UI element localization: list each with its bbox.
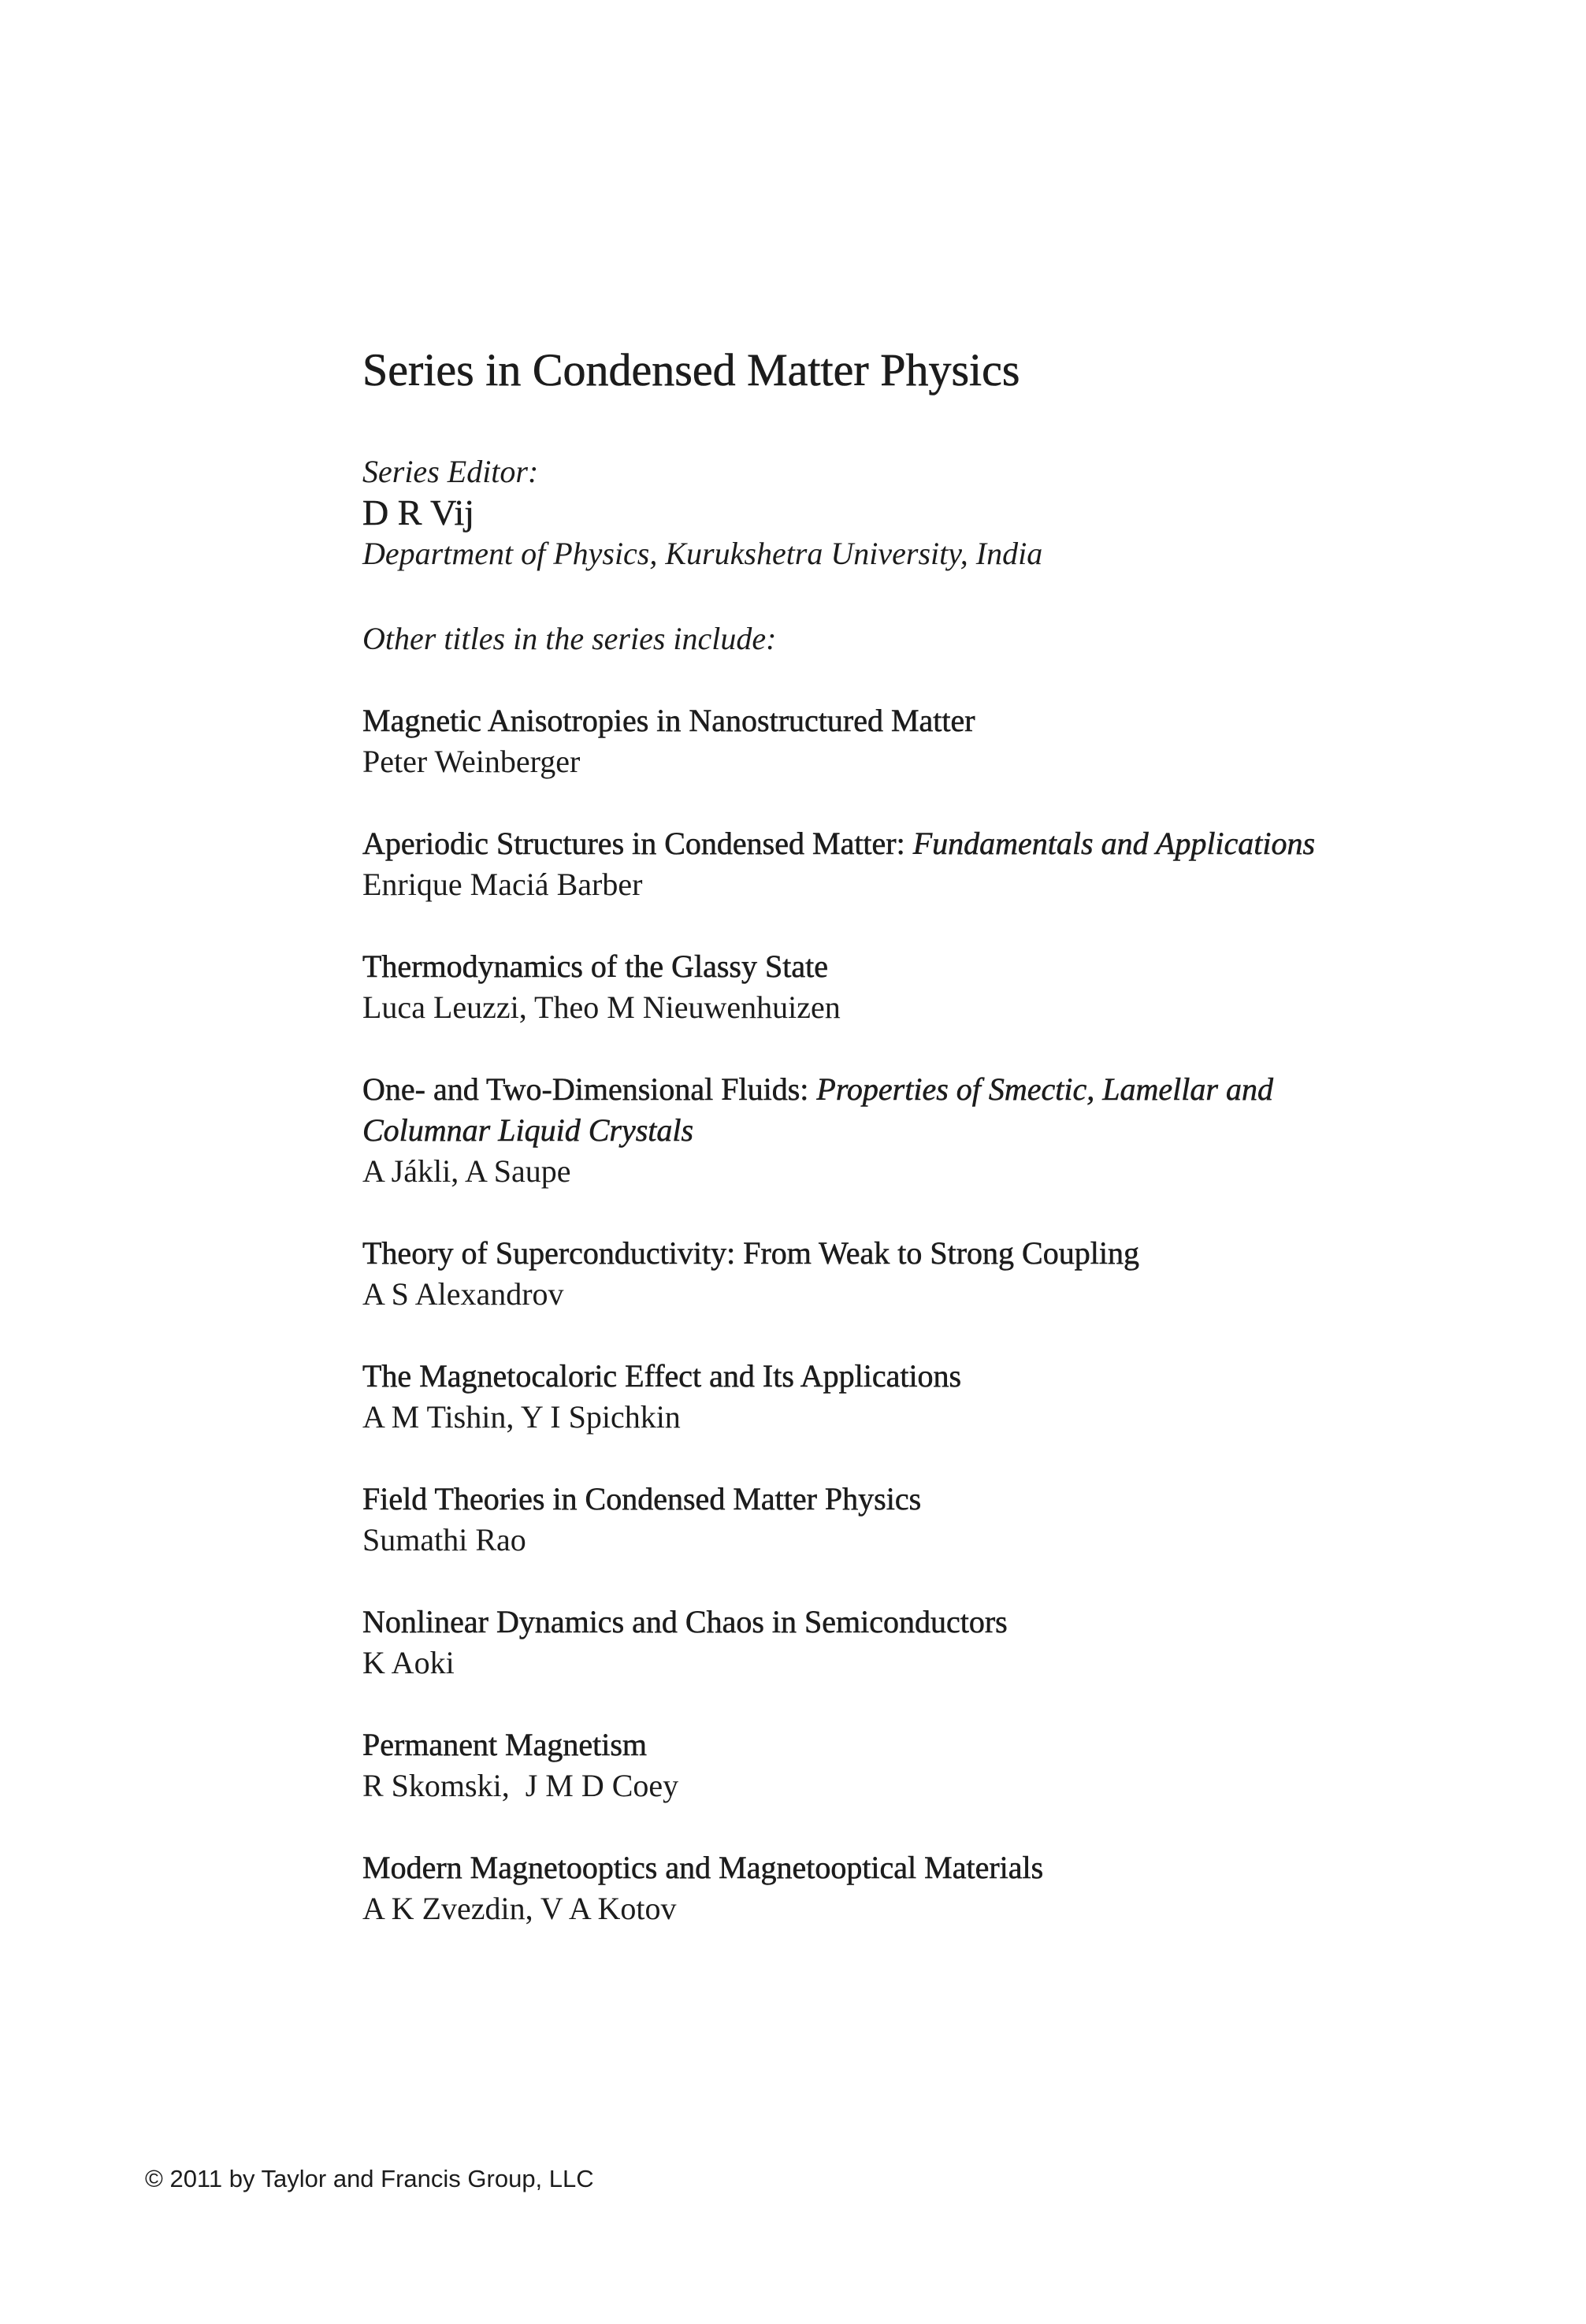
book-entry <box>362 1724 1465 1806</box>
book-subtitle: Properties of Smectic, Lamellar and Columnar Liquid Crystals <box>362 1071 1273 1148</box>
book-title-main: Nonlinear Dynamics and Chaos in Semiconductors <box>362 1604 1008 1639</box>
book-title-main: Magnetic Anisotropies in Nanostructured Matter <box>362 703 975 738</box>
book-title <box>362 823 1465 864</box>
book-authors: A Jákli, A Saupe <box>362 1153 571 1189</box>
book-title <box>362 1602 1465 1643</box>
book-title-main: The Magnetocaloric Effect and Its Applications <box>362 1358 962 1394</box>
book-entry <box>362 1356 1465 1438</box>
book-title-main: One- and Two-Dimensional Fluids: <box>362 1071 817 1107</box>
book-title <box>362 1479 1465 1520</box>
other-titles-label: Other titles in the series include: <box>362 621 777 656</box>
book-title <box>362 946 1465 987</box>
book-title-main: Aperiodic Structures in Condensed Matter: <box>362 826 913 861</box>
book-authors: K Aoki <box>362 1645 455 1680</box>
book-title <box>362 1069 1355 1151</box>
book-entry <box>362 1602 1465 1684</box>
book-title-main: Field Theories in Condensed Matter Physics <box>362 1481 922 1517</box>
book-entry <box>362 1233 1465 1315</box>
book-authors: R Skomski, J M D Coey <box>362 1768 679 1803</box>
series-title: Series in Condensed Matter Physics <box>362 344 1020 395</box>
book-title <box>362 700 1465 741</box>
book-authors: Sumathi Rao <box>362 1522 526 1557</box>
series-editor-label: Series Editor: <box>362 454 539 489</box>
book-entry <box>362 1479 1465 1561</box>
series-editor-name: D R Vij <box>362 492 475 533</box>
book-authors: A K Zvezdin, V A Kotov <box>362 1891 677 1926</box>
book-title-main: Modern Magnetooptics and Magnetooptical Materials <box>362 1850 1044 1885</box>
book-entry <box>362 823 1465 905</box>
book-subtitle: Fundamentals and Applications <box>912 826 1316 861</box>
book-title <box>362 1233 1465 1274</box>
book-list <box>362 700 1465 1929</box>
book-title <box>362 1847 1465 1888</box>
book-entry <box>362 946 1465 1028</box>
book-title <box>362 1356 1465 1397</box>
book-entry <box>362 1069 1465 1192</box>
book-title-main: Thermodynamics of the Glassy State <box>362 949 828 984</box>
series-page-content <box>362 343 1465 1929</box>
book-title <box>362 1724 1465 1765</box>
book-entry <box>362 1847 1465 1929</box>
book-authors: A M Tishin, Y I Spichkin <box>362 1399 681 1435</box>
series-editor-affiliation: Department of Physics, Kurukshetra University, India <box>362 536 1043 571</box>
book-title-main: Theory of Superconductivity: From Weak to Strong Coupling <box>362 1235 1139 1271</box>
book-title-main: Permanent Magnetism <box>362 1727 648 1762</box>
book-authors: Enrique Maciá Barber <box>362 867 643 902</box>
book-authors: A S Alexandrov <box>362 1276 564 1312</box>
book-entry <box>362 700 1465 782</box>
copyright-notice: © 2011 by Taylor and Francis Group, LLC <box>145 2165 594 2192</box>
book-authors: Luca Leuzzi, Theo M Nieuwenhuizen <box>362 989 841 1025</box>
book-authors: Peter Weinberger <box>362 744 581 779</box>
